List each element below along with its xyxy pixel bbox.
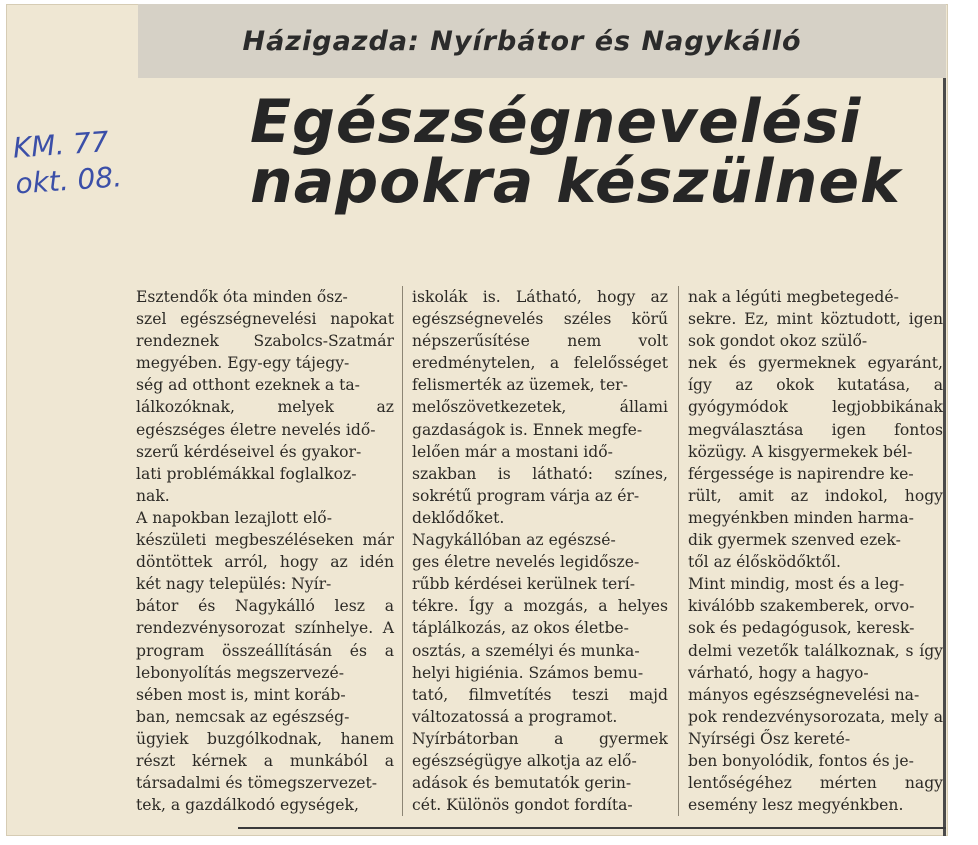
- article-columns: [136, 286, 946, 816]
- headline-line1: Egészségnevelési: [250, 87, 862, 157]
- headline-line2: napokra készülnek: [250, 147, 901, 217]
- handwritten-note-line2: okt. 08.: [14, 160, 123, 201]
- bottom-rule: [238, 827, 946, 829]
- column-divider: [402, 286, 403, 816]
- headline: [250, 87, 940, 217]
- handwritten-note-line1: KM. 77: [11, 125, 110, 165]
- kicker-title: Házigazda: Nyírbátor és Nagykálló: [242, 25, 802, 57]
- article-column-3: nak a légúti megbetegedé- sekre. Ez, mint köztudott, igen sok gondot okoz szülő- nek és gyermeknek egyaránt, így az okok kutatása, a gyógymódok legjobbikának megválasztása igen fontos közügy. A kisgyermekek bél- férgessége is napirendre ke- rült, amit az indokol, hogy megyénkben minden harma- dik gyermek szenved ezek- től az élősködőktől. Mint mindig, most és a leg- kiválóbb szakemberek, orvo- sok és pedagógusok, keresk- delmi vezetők találkoznak, s így várható, hogy a hagyo- mányos egészségnevelési na- pok rendezvénysorozata, mely a Nyírségi Ősz kereté- ben bonyolódik, fontos és je- lentőségéhez mérten nagy esemény lesz megyénkben.: [688, 288, 943, 815]
- article-column-1: Esztendők óta minden ősz- szel egészségnevelési napokat rendeznek Szabolcs-Szatmár megyében. Egy-egy tájegy- ség ad otthont ezeknek a ta- lálkozóknak, melyek az egészséges életre nevelés idő- szerű kérdéseivel és gyakor- lati problémákkal foglalkoz- nak. A napokban lezajlott elő- készületi megbeszéléseken már döntöttek arról, hogy az idén két nagy település: Nyír- bátor és Nagykálló lesz a rendezvénysorozat színhelye. A program összeállításán és a lebonyolítás megszervezé- sében most is, mint koráb- ban, nemcsak az egészség- ügyiek buzgólkodnak, hanem részt kérnek a munkából a társadalmi és tömegszervezet- tek, a gazdálkodó egységek,: [136, 288, 394, 815]
- column-divider: [678, 286, 679, 816]
- article-column-2: iskolák is. Látható, hogy az egészségnevelés széles körű népszerűsítése nem volt eredménytelen, a felelősséget felismerték az üzemek, ter- melőszövetkezetek, állami gazdaságok is. Ennek megfe- lelően már a mostani idő- szakban is látható: színes, sokrétű program várja az ér- deklődőket. Nagykállóban az egészsé- ges életre nevelés legidősze- rűbb kérdései kerülnek terí- tékre. Így a mozgás, a helyes táplálkozás, az okos életbe- osztás, a személyi és munka- helyi higiénia. Számos bemu- tató, filmvetítés teszi majd változatossá a programot. Nyírbátorban a gyermek egészségügye alkotja az elő- adások és bemutatók gerin- cét. Különös gondot fordíta-: [412, 288, 668, 815]
- handwritten-note: [12, 117, 207, 202]
- kicker-band: [138, 4, 946, 78]
